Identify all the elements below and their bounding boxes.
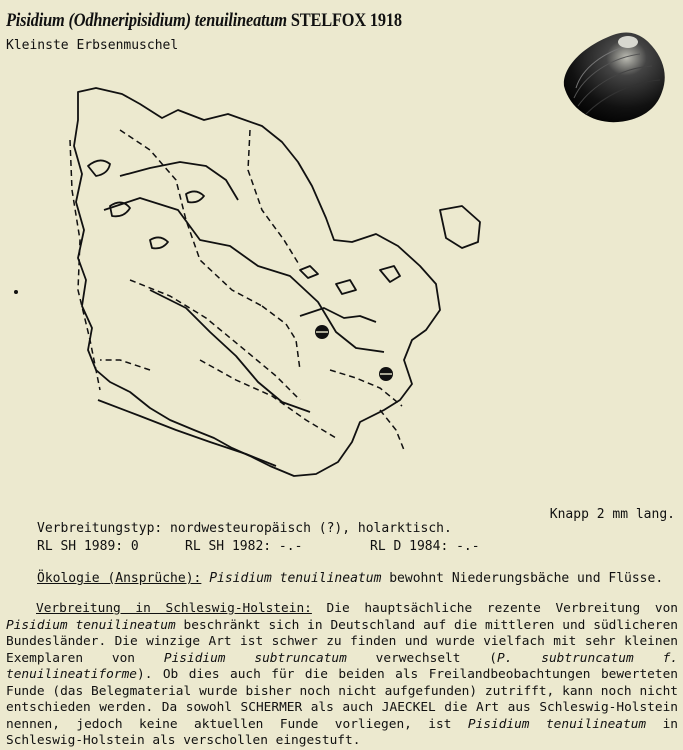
occurrence-dot-icon bbox=[315, 325, 329, 339]
page-title bbox=[6, 10, 402, 32]
land-outline bbox=[74, 88, 440, 476]
species-name: Pisidium (Odhneripisidium) tenuilineatum bbox=[6, 10, 287, 31]
species-ref: Pisidium tenuilineatum bbox=[6, 617, 176, 633]
district-boundary bbox=[70, 140, 100, 390]
distribution-type: Verbreitungstyp: nordwesteuropäisch (?), holarktisch. bbox=[37, 521, 452, 536]
distribution-text: verwechselt ( bbox=[346, 650, 497, 666]
species-ref: Pisidium subtruncatum bbox=[163, 650, 347, 666]
species-ref: Pisidium tenuilineatum bbox=[467, 716, 647, 732]
distribution-section bbox=[6, 601, 678, 750]
ecology-text: bewohnt Niederungsbäche und Flüsse. bbox=[381, 571, 664, 586]
common-name: Kleinste Erbsenmuschel bbox=[6, 38, 179, 53]
distribution-text: in Schleswig-Holstein als verschollen eingestuft. bbox=[6, 716, 678, 748]
distribution-text: Die hauptsächliche rezente Verbreitung von bbox=[311, 601, 679, 616]
species-author: STELFOX 1918 bbox=[290, 10, 402, 31]
distribution-heading: Verbreitung in Schleswig-Holstein: bbox=[36, 601, 312, 616]
mussel-shell-icon bbox=[556, 26, 672, 126]
ecology-heading: Ökologie (Ansprüche): bbox=[37, 571, 202, 586]
red-list-d-1984: RL D 1984: -.- bbox=[370, 539, 480, 554]
distribution-text: beschränkt sich in Deutschland auf die mittleren und südlicheren Bundesländer. Die winzige Art ist schwer zu finden und wurde vielfach mit sehr kleinen Exemplaren von bbox=[6, 617, 678, 666]
red-list-sh-1989: RL SH 1989: 0 bbox=[37, 539, 139, 554]
distribution-text: ). Ob dies auch für die beiden als Freilandbeobachtungen bewerteten Funde (das Belegmaterial wurde bisher noch nicht aufgefunden) zutrifft, kann noch nicht entschieden werden. Da sowohl SCHERMER als auch JAECKEL die Art aus Schleswig-Holstein nennen, jedoch keine aktuellen Funde vorliegen, ist bbox=[6, 667, 678, 732]
occurrence-dot-icon bbox=[379, 367, 393, 381]
ecology-species: Pisidium tenuilineatum bbox=[209, 571, 382, 586]
distribution-map bbox=[0, 70, 520, 490]
species-ref: P. subtruncatum f. tenuilineatiforme bbox=[6, 650, 678, 682]
size-note: Knapp 2 mm lang. bbox=[549, 507, 675, 522]
ecology-section bbox=[37, 571, 663, 586]
red-list-sh-1982: RL SH 1982: -.- bbox=[185, 539, 303, 554]
